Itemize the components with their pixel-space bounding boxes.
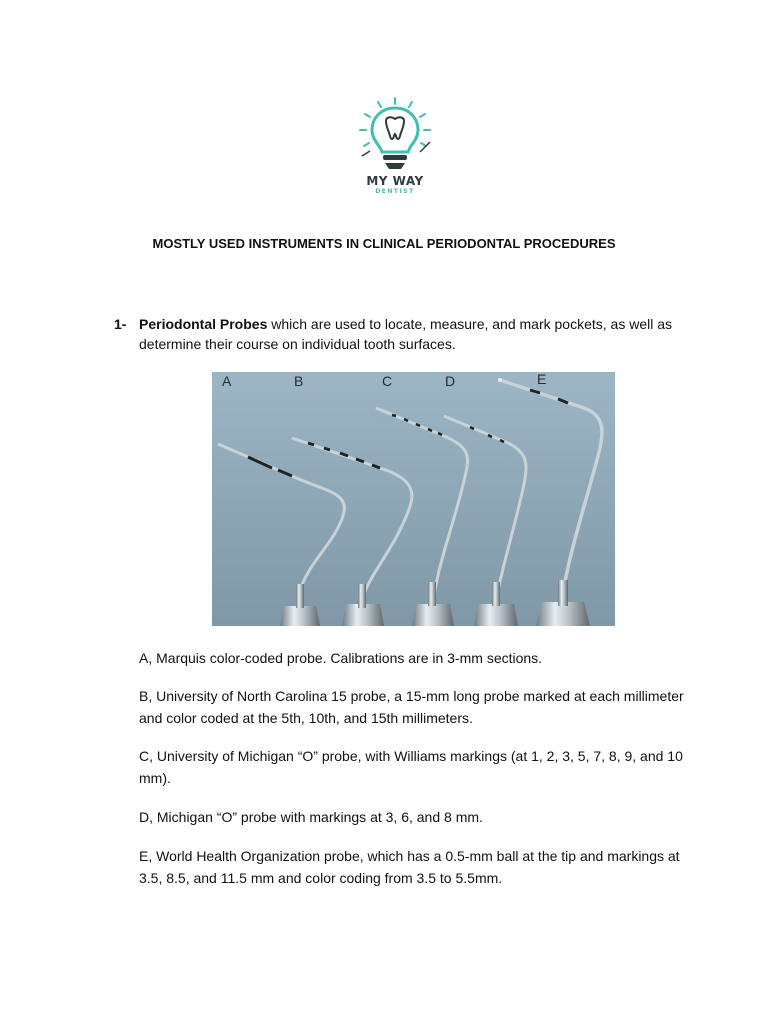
probe-label-e: E [537,372,547,387]
probe-label-b: B [294,373,304,389]
probe-label-d: D [445,373,456,389]
logo-name: MY WAY [366,174,424,188]
caption-e: E, World Health Organization probe, which has a 0.5-mm ball at the tip and markings at 3.5, 8.5, and 11.5 mm and color coding from 3.5 to 5.5mm. [139,848,680,886]
section-term: Periodontal Probes [139,316,268,332]
caption-a: A, Marquis color-coded probe. Calibrations are in 3-mm sections. [139,650,543,666]
caption-d: D, Michigan “O” probe with markings at 3, 6, and 8 mm. [139,809,483,825]
logo-tagline: DENTIST [375,188,415,195]
page-title: MOSTLY USED INSTRUMENTS IN CLINICAL PERIODONTAL PROCEDURES [152,236,616,251]
logo [350,96,440,201]
probe-label-a: A [222,373,232,389]
lightbulb-tooth-icon [350,96,440,176]
probes-illustration [212,372,615,626]
list-number: 1- [114,316,127,332]
figure-background [212,372,615,626]
caption-b: B, University of North Carolina 15 probe, a 15-mm long probe marked at each millimeter and color coded at the 5th, 10th, and 15th millimeters. [139,688,684,726]
caption-c: C, University of Michigan “O” probe, with Williams markings (at 1, 2, 3, 5, 7, 8, 9, and 10 mm). [139,748,683,786]
probes-figure [212,372,615,626]
probe-label-c: C [382,373,393,389]
section-intro [139,314,679,354]
section-text: which are used to locate, measure, and mark pockets, as well as determine their course on individual tooth surfaces. [139,316,672,352]
